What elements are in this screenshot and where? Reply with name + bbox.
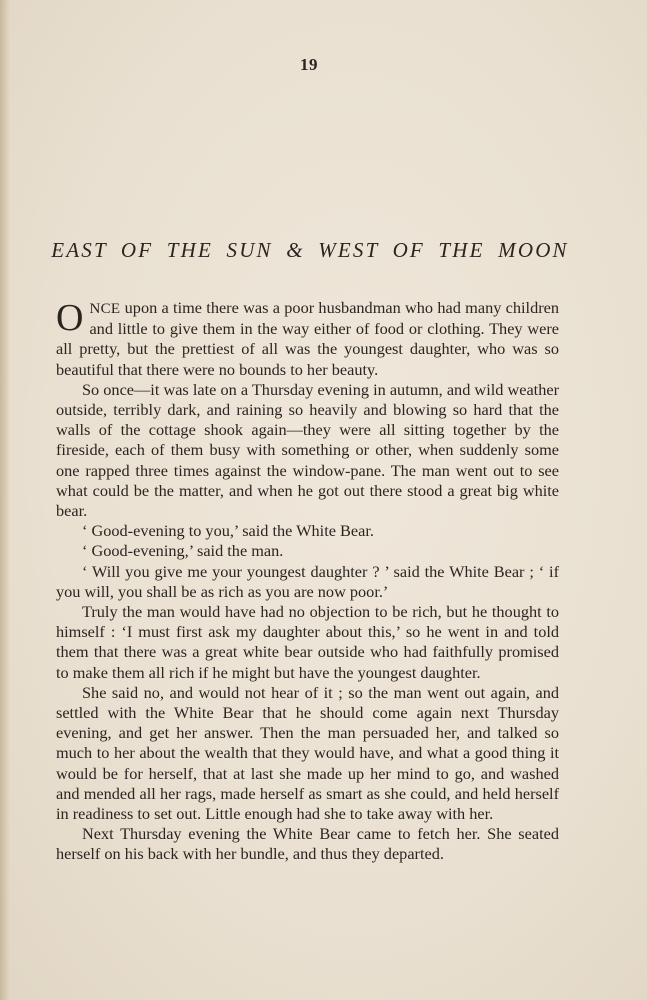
paragraph: Next Thursday evening the White Bear came to fetch her. She seated herself on his back with her bundle, and thus they departed. bbox=[56, 824, 559, 864]
paragraph: ‘ Good-evening to you,’ said the White Bear. bbox=[82, 521, 374, 541]
lead-capitals: NCE bbox=[89, 301, 121, 317]
paragraph: ‘ Will you give me your youngest daughter ? ’ said the White Bear ; ‘ if you will, you shall be as rich as you are now poor.’ bbox=[56, 561, 559, 601]
paragraph-text: upon a time there was a poor husbandman who had many children and little to give them in the way either of food or clothing. They were all pretty, but the prettiest of all was the youngest daughter, who was so beautiful that there were no bounds to her beauty. bbox=[56, 298, 559, 379]
story-text bbox=[56, 298, 559, 865]
paragraph: She said no, and would not hear of it ; so the man went out again, and settled with the White Bear that he should come again next Thursday evening, and get her answer. Then the man persuaded her, and talked so much to her about the wealth that they would have, and what a good thing it would be for herself, that at last she made up her mind to go, and washed and mended all her rags, made herself as smart as she could, and held herself in readiness to set out. Little enough had she to take away with her. bbox=[56, 682, 559, 824]
paragraph: ‘ Good-evening,’ said the man. bbox=[82, 541, 284, 561]
paragraph bbox=[56, 298, 559, 380]
paragraph: So once—it was late on a Thursday evening in autumn, and wild weather outside, terribly dark, and raining so heavily and blowing so hard that the walls of the cottage shook again—they were all sitting together by the fireside, each of them busy with something or other, when suddenly some one rapped three times against the window-pane. The man went out to see what could be the matter, and when he got out there stood a great big white bear. bbox=[56, 379, 559, 521]
chapter-title: EAST OF THE SUN & WEST OF THE MOON bbox=[51, 238, 569, 262]
page-gutter bbox=[0, 0, 10, 1000]
page-number: 19 bbox=[300, 55, 318, 74]
paragraph: Truly the man would have had no objection to be rich, but he thought to himself : ‘I must first ask my daughter about this,’ so he went in and told them that there was a great white bear outside who had faithfully promised to make them all rich if he might but have the youngest daughter. bbox=[56, 602, 559, 682]
drop-cap: O bbox=[56, 297, 84, 339]
